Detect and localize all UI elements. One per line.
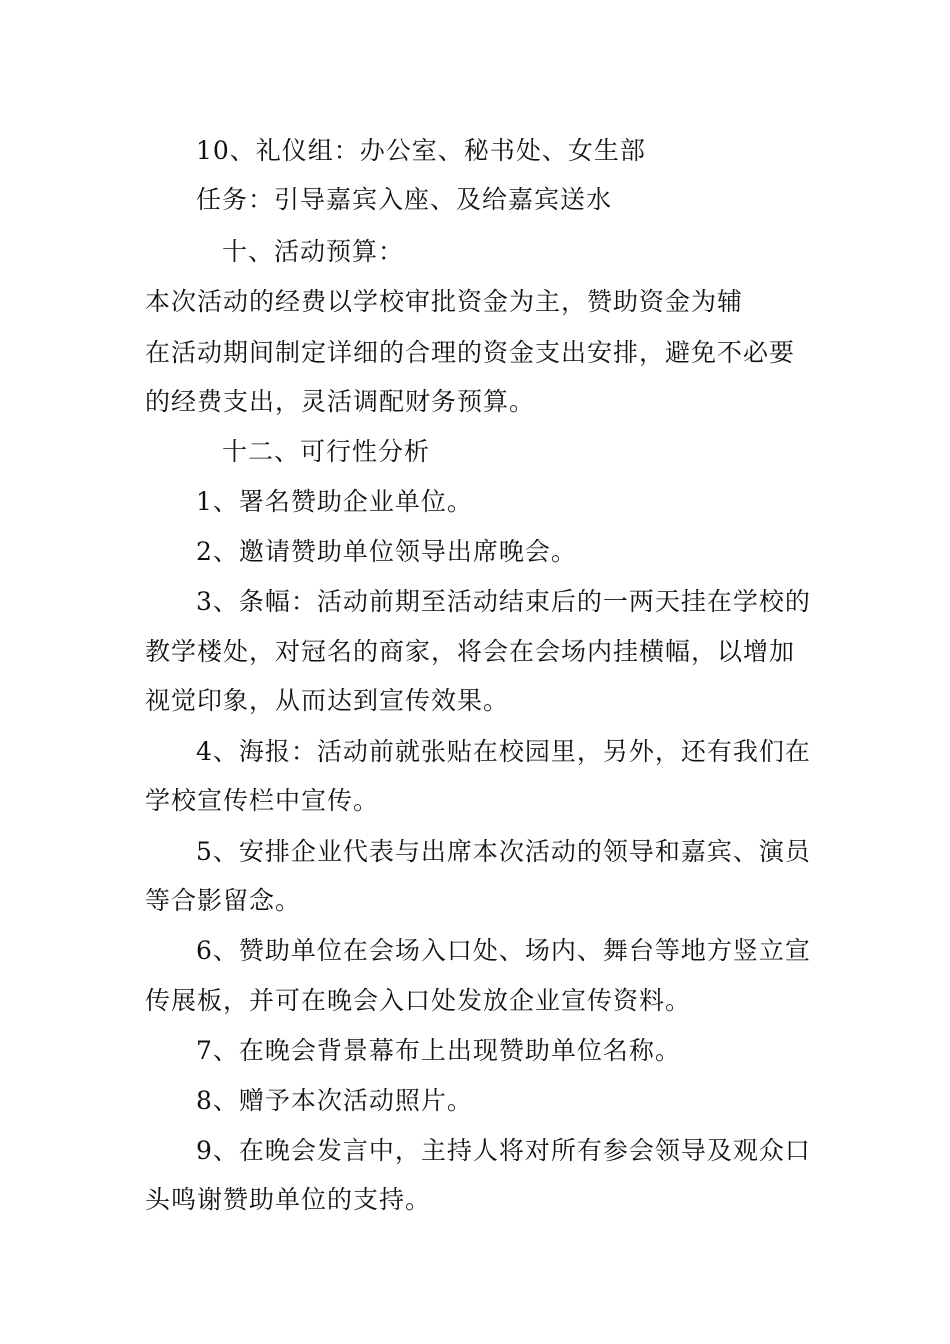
list-item: 8、赠予本次活动照片。 bbox=[196, 1086, 473, 1115]
paragraph-line: 视觉印象，从而达到宣传效果。 bbox=[145, 686, 510, 715]
paragraph-line: 头鸣谢赞助单位的支持。 bbox=[145, 1185, 432, 1214]
list-item: 5、安排企业代表与出席本次活动的领导和嘉宾、演员 bbox=[196, 837, 811, 866]
paragraph-line: 传展板，并可在晚会入口处发放企业宣传资料。 bbox=[145, 986, 692, 1015]
list-item: 1、署名赞助企业单位。 bbox=[196, 487, 473, 516]
paragraph-line: 10、礼仪组：办公室、秘书处、女生部 bbox=[196, 136, 646, 165]
list-item: 9、在晚会发言中，主持人将对所有参会领导及观众口 bbox=[196, 1136, 811, 1165]
section-heading: 十二、可行性分析 bbox=[222, 437, 431, 466]
paragraph-line: 等合影留念。 bbox=[145, 886, 302, 915]
paragraph-line: 的经费支出，灵活调配财务预算。 bbox=[145, 387, 536, 416]
list-item: 4、海报：活动前就张贴在校园里，另外，还有我们在 bbox=[196, 737, 811, 766]
paragraph-line: 本次活动的经费以学校审批资金为主，赞助资金为辅 bbox=[145, 287, 744, 316]
list-item: 6、赞助单位在会场入口处、场内、舞台等地方竖立宣 bbox=[196, 936, 811, 965]
paragraph-line: 任务：引导嘉宾入座、及给嘉宾送水 bbox=[196, 185, 613, 214]
list-item: 7、在晚会背景幕布上出现赞助单位名称。 bbox=[196, 1036, 681, 1065]
section-heading: 十、活动预算： bbox=[222, 237, 405, 266]
paragraph-line: 在活动期间制定详细的合理的资金支出安排，避免不必要 bbox=[145, 338, 796, 367]
list-item: 2、邀请赞助单位领导出席晚会。 bbox=[196, 537, 577, 566]
paragraph-line: 学校宣传栏中宣传。 bbox=[145, 786, 380, 815]
list-item: 3、条幅：活动前期至活动结束后的一两天挂在学校的 bbox=[196, 587, 811, 616]
paragraph-line: 教学楼处，对冠名的商家，将会在会场内挂横幅，以增加 bbox=[145, 637, 796, 666]
